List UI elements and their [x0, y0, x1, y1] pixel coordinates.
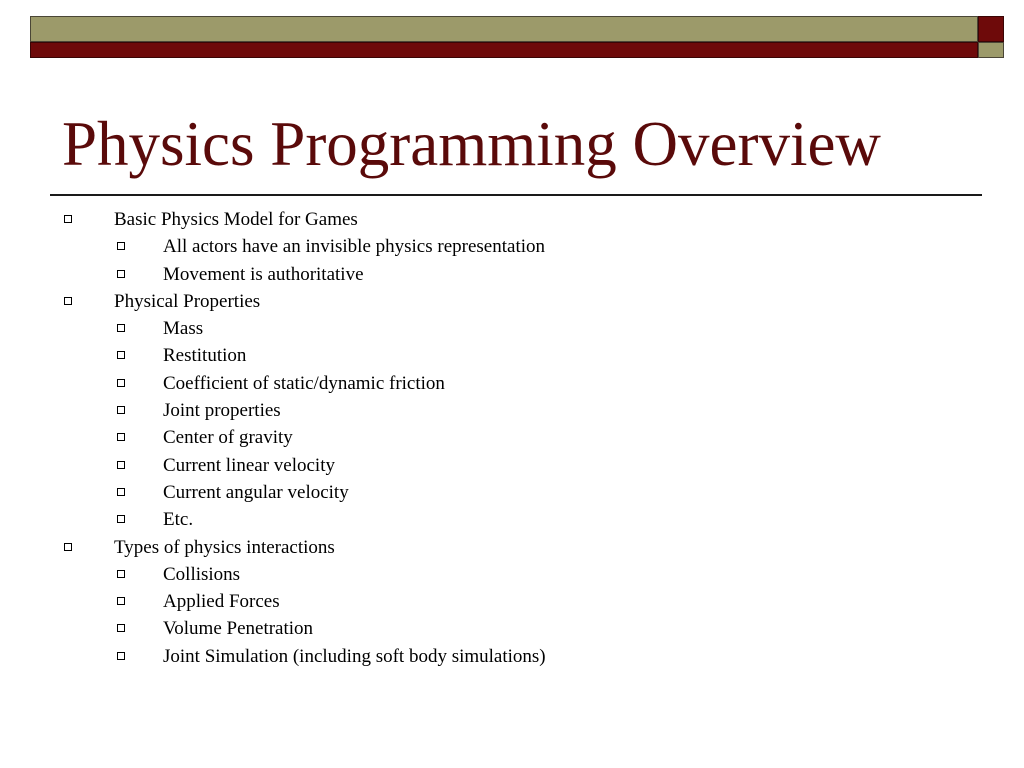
square-bullet-icon [117, 488, 125, 496]
sub-bullet-text: Etc. [163, 509, 194, 531]
square-bullet-icon [64, 297, 72, 305]
square-bullet-icon [117, 515, 125, 523]
square-bullet-icon [64, 543, 72, 551]
sub-bullet-text: Collisions [163, 563, 241, 585]
sub-bullet-text: Joint properties [163, 400, 281, 422]
bullet-text: Physical Properties [114, 290, 261, 312]
square-bullet-icon [117, 324, 125, 332]
sub-bullet-text: Coefficient of static/dynamic friction [163, 372, 445, 394]
sub-bullet-text: Joint Simulation (including soft body simulations) [163, 645, 546, 667]
sub-bullet-text: All actors have an invisible physics representation [163, 236, 546, 258]
bullet-item [0, 534, 1024, 561]
square-bullet-icon [117, 597, 125, 605]
sub-bullet-item [0, 588, 1024, 615]
square-bullet-icon [117, 433, 125, 441]
sub-bullet-text: Current linear velocity [163, 454, 335, 476]
sub-bullet-text: Current angular velocity [163, 481, 349, 503]
bullet-text: Basic Physics Model for Games [114, 209, 358, 230]
sub-bullet-item [0, 233, 1024, 260]
bullet-item [0, 206, 1024, 233]
sub-bullet-text: Mass [163, 318, 204, 340]
square-bullet-icon [64, 215, 72, 223]
bullet-list [0, 206, 1024, 670]
square-bullet-icon [117, 242, 125, 250]
header-band-olive [30, 16, 978, 42]
square-bullet-icon [117, 351, 125, 359]
header-square-maroon [978, 16, 1004, 42]
square-bullet-icon [117, 379, 125, 387]
header-square-olive [978, 42, 1004, 58]
slide-title: Physics Programming Overview [62, 109, 881, 179]
square-bullet-icon [117, 270, 125, 278]
header-band-maroon [30, 42, 978, 58]
sub-bullet-text: Applied Forces [163, 591, 280, 613]
sub-bullet-item [0, 615, 1024, 642]
bullet-item [0, 288, 1024, 315]
square-bullet-icon [117, 461, 125, 469]
bullet-text: Types of physics interactions [114, 536, 335, 558]
title-divider [50, 194, 982, 196]
sub-bullet-item [0, 506, 1024, 533]
sub-bullet-item [0, 315, 1024, 342]
sub-bullet-item [0, 370, 1024, 397]
sub-bullet-item [0, 261, 1024, 288]
sub-bullet-item [0, 643, 1024, 670]
sub-bullet-item [0, 479, 1024, 506]
sub-bullet-text: Restitution [163, 345, 247, 367]
sub-bullet-item [0, 561, 1024, 588]
sub-bullet-item [0, 397, 1024, 424]
sub-bullet-item [0, 452, 1024, 479]
sub-bullet-item [0, 342, 1024, 369]
sub-bullet-text: Center of gravity [163, 427, 293, 449]
square-bullet-icon [117, 570, 125, 578]
sub-bullet-text: Volume Penetration [163, 618, 314, 640]
square-bullet-icon [117, 624, 125, 632]
square-bullet-icon [117, 652, 125, 660]
sub-bullet-item [0, 424, 1024, 451]
square-bullet-icon [117, 406, 125, 414]
sub-bullet-text: Movement is authoritative [163, 263, 364, 285]
